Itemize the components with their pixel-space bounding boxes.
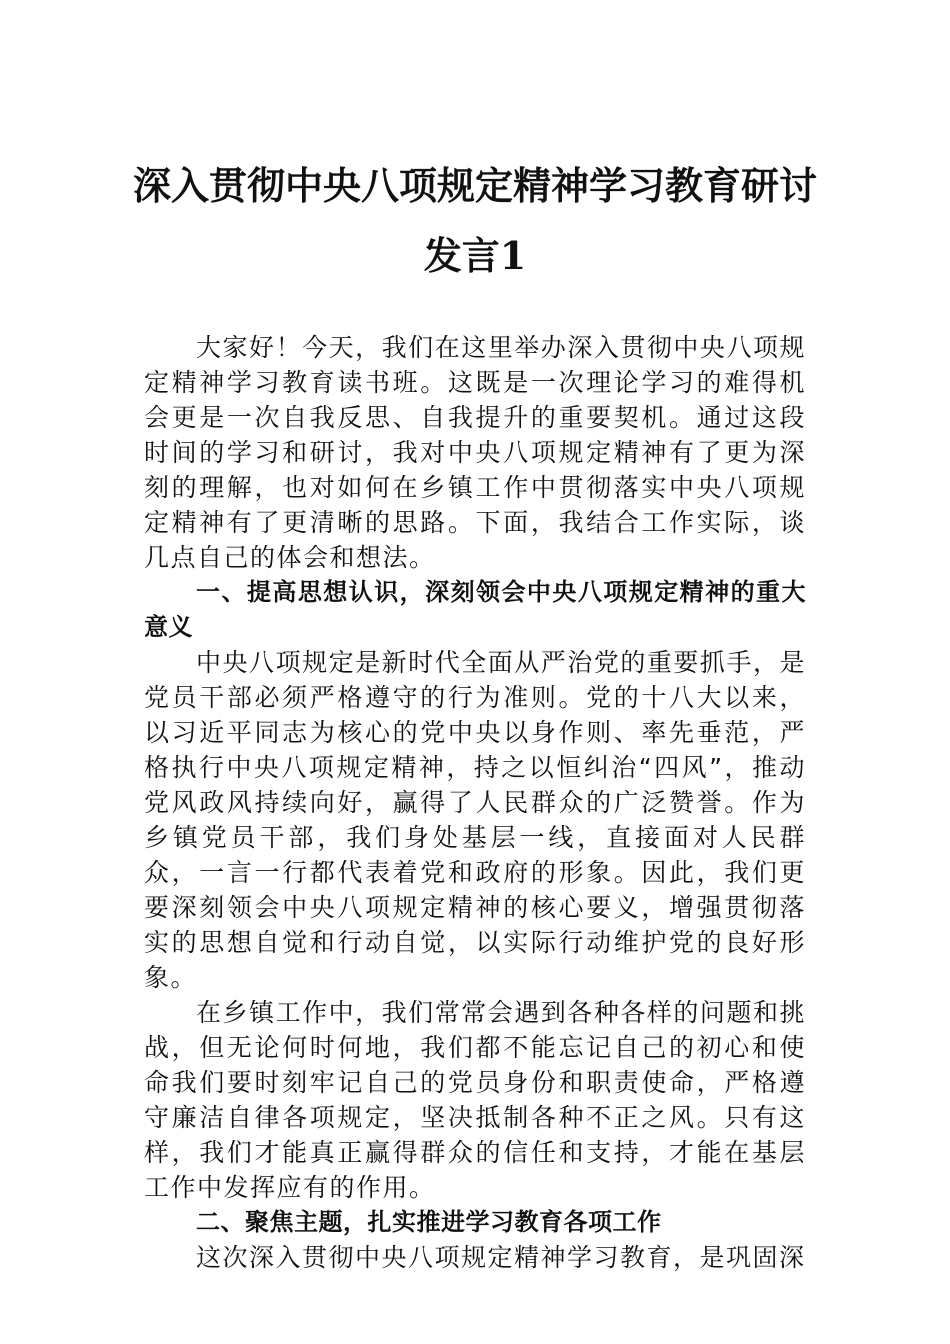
section-1-paragraph-1: 中央八项规定是新时代全面从严治党的重要抓手，是党员干部必须严格遵守的行为准则。党的十八大以来，以习近平同志为核心的党中央以身作则、率先垂范，严格执行中央八项规定精神，持之以恒纠治“四风”，推动党风政风持续向好，赢得了人民群众的广泛赞誉。作为乡镇党员干部，我们身处基层一线，直接面对人民群众，一言一行都代表着党和政府的形象。因此，我们更要深刻领会中央八项规定精神的核心要义，增强贯彻落实的思想自觉和行动自觉，以实际行动维护党的良好形象。 xyxy=(144,648,806,992)
section-2-paragraph-1: 这次深入贯彻中央八项规定精神学习教育，是巩固深 xyxy=(196,1243,806,1272)
document-title-line2: 发言1 xyxy=(423,233,527,278)
section-1-paragraph-2: 在乡镇工作中，我们常常会遇到各种各样的问题和挑战，但无论何时何地，我们都不能忘记自己的初心和使命我们要时刻牢记自己的党员身份和职责使命，严格遵守廉洁自律各项规定，坚决抵制各种不正之风。只有这样，我们才能真正赢得群众的信任和支持，才能在基层工作中发挥应有的作用。 xyxy=(144,998,806,1202)
intro-paragraph: 大家好！今天，我们在这里举办深入贯彻中央八项规定精神学习教育读书班。这既是一次理论学习的难得机会更是一次自我反思、自我提升的重要契机。通过这段时间的学习和研讨，我对中央八项规定精神有了更为深刻的理解，也对如何在乡镇工作中贯彻落实中央八项规定精神有了更清晰的思路。下面，我结合工作实际，谈几点自己的体会和想法。 xyxy=(144,333,806,572)
section-2-heading: 二、聚焦主题，扎实推进学习教育各项工作 xyxy=(196,1208,662,1236)
section-1-heading: 一、提高思想认识，深刻领会中央八项规定精神的重大意义 xyxy=(144,578,806,641)
document-body xyxy=(144,330,806,1275)
document-title-line1: 深入贯彻中央八项规定精神学习教育研讨 xyxy=(132,163,817,208)
